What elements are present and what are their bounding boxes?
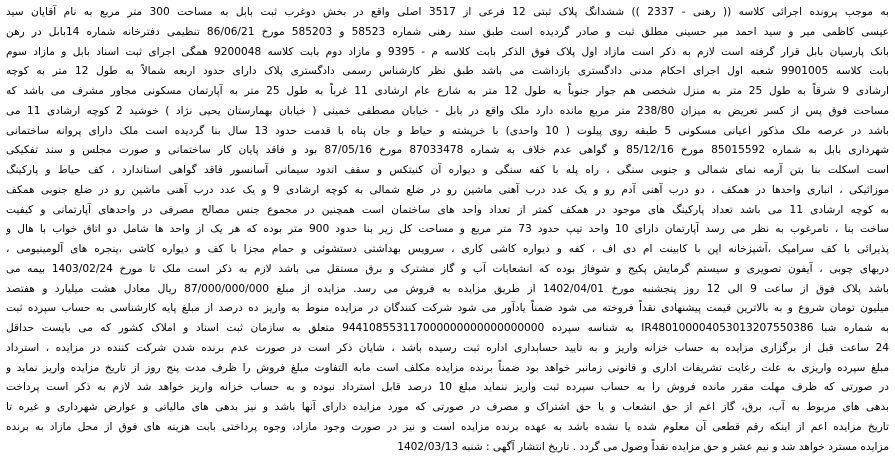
notice-line: میلیون تومان شروع و به بالاترین قیمت پیشنهادی نقداً فروخته می شود ضمناً یادآور می شود شرکت کنندگان در مزایده منوط به واریز ده درصد از مبلغ پایه کارشناسی به حساب سپرده ثبت [6, 302, 889, 315]
notice-line: بدهی های مربوط به آب، برق، گاز اعم از حق انشعاب و یا حق اشتراک و مصرف در صورتی که مورد مزایده دارای آنها باشد و نیز بدهی های مالیاتی و عوارض شهرداری و غیره تا [6, 401, 889, 413]
notice-line: عیسی کاظمی میر و سید احمد میر حسینی مطلق ثبت و صادر گردیده است طبق سند رهنی شماره 58523 و 585203 مورخ 86/06/21 تنظیمی دفترخانه شماره 14بابل در رهن [6, 25, 889, 38]
notice-line: بابت کلاسه 9901005 شعبه اول اجرای احکام مدنی دادگستری بازداشت می باشد طبق نظر کارشناس رسمی دادگستری پلاک دارای حدود اربعه شمالاً به طول 12 متر به کوچه [6, 65, 889, 78]
notice-line: باشد پلاک فوق از ساعت 9 الی 12 روز پنجشنبه مورخ 1402/04/01 از طریق مزایده به فروش می رسد. مزایده از مبلغ 87/000/000/000 ریال معادل هشت میلیارد و هفتصد [6, 282, 889, 295]
notice-line: مبلغ سپرده واریزی به علت رعایت تشریفات اداری و قانونی زمانبر خواهد بود ضمناً برنده مزایده مکلف است مابه التفاوت مبلغ فروش را ظرف مدت پنج روز از تاریخ مزایده واریز نماید و [6, 361, 889, 374]
notice-line: بانک پارسیان بابل قرار گرفته است لازم به ذکر است مازاد اول پلاک فوق الذکر بابت کلاسه م - 9395 و مازاد دوم بابت کلاسه 9200048 همگی اجرای ثبت اسناد بابل و مازاد سوم [6, 45, 889, 58]
publication-date-line: مزایده مسترد خواهد شد و نیم عشر و حق مزایده نقداً وصول می گردد . تاریخ انتشار آگهی : شنبه 1402/03/13 [397, 440, 889, 453]
notice-line: پذیرائی با کف سرامیک ،آشپزخانه اپن با کابینت ام دی اف ، کفه و دیواره کاشی کاری ، سرویس بهداشتی دستشوئی و حمام مجزا با کف و دیواره کاشی ،پنجره های آلومینیومی ، [6, 243, 889, 255]
notice-line: شهرداری بابل به شماره 85015592 مورخ 85/12/16 و گواهی عدم خلاف به شماره 87033478 مورخ 87/05/16 بود و فاقد پایان کار ساختمانی و صورت مجلس و سند تفکیکی [6, 144, 889, 157]
notice-line: است اسکلت بنا بتن آرمه نمای شمالی و جنوبی سنگی ، راه پله با کفه سنگی و دیواره آن کنیتکس و سقف اندود سیمانی آسانسور فاقد گواهی استاندارد ، کف حیاط و پارکینگ [6, 164, 889, 176]
notice-line: ساخت بنا ، نامرغوب به نظر می رسد آپارتمان دارای 10 واحد تیپ حدود 73 متر مربع و مساحت کل زیر بنا حدود 900 متر بوده که هر یک از واحد ها شامل دو اتاق خواب با هال و [6, 223, 889, 236]
notice-line: باشد در عرصه ملک مذکور اعیانی مسکونی 5 طبقه روی پیلوت ( 10 واحدی) با خرپشته و حیاط و جان پناه با قدمت حدود 13 سال بنا گردیده است ملک دارای پروانه ساختمانی [6, 124, 889, 137]
notice-line: به کوچه ارشادی 11 می باشد تعداد پارکینگ های موجود در همکف کمتر از تعداد واحد های ساختمان است همچنین در مجموع جنس مصالح مصرفی در واحدهای آپارتمانی و کیفیت [6, 203, 889, 216]
notice-line: ارشادی 9 شرقاً به طول 25 متر به منزل شخصی هم جوار جنوباً به طول 12 متر به شارع عام ارشادی 11 غرباً به طول 25 متر به آپارتمان مسکونی مجاور مشرف می باشد که [6, 85, 889, 97]
notice-line: تاریخ مزایده اعم از اینکه رقم قطعی آن معلوم شده یا نشده باشد به عهده برنده مزایده است و نیز در صورت وجود مازاد، وجوه پرداختی بابت هزینه های فوق از محل مازاد به برنده [6, 420, 889, 433]
notice-line: دربهای چوبی ، آیفون تصویری و سیستم گرمایش پکیج و شوفاژ بوده که انشعابات آب و گاز مشترک و برق مستقل می باشد لازم به ذکر است ملک تا مورخ 1403/02/24 بیمه می [6, 262, 889, 275]
notice-line: در صورتی که ظرف مهلت مقرر مانده فروش را به حساب سپرده ثبت واریز ننماید مبلغ 10 درصد قابل استرداد نبوده و به حساب خزانه واریز خواهد شد لازم به ذکر است پرداخت [6, 381, 889, 394]
notice-line: مساحت فوق پس از کسر تعریض به میزان 238/80 متر مربع مانده دارد ملک واقع در بابل - خیابان مصطفی خمینی ( خیابان بهمارستان یحیی نژاد ) خوشید 2 کوچه ارشادی 11 می [6, 104, 889, 117]
notice-line: به موجب پرونده اجرائی کلاسه (( رهنی - 2337 )) ششدانگ پلاک ثبتی 12 فرعی از 3517 اصلی واقع در بخش دوغرب ثبت بابل به مساحت 300 متر مربع به نام آقایان سید [6, 6, 889, 18]
notice-line: موزائیکی ، انباری واحدها در همکف ، دو درب آهنی آدم رو و یک عدد درب آهنی ماشین رو در ضلع شمالی به کوچه ارشادی 9 و یک عدد درب آهنی ماشین رو در ضلع جنوبی همکف [6, 183, 889, 196]
notice-line: 24 ساعت قبل از برگزاری مزایده به حساب خزانه واریز و به تایید حسابداری اداره ثبت رسیده باشد ، شایان ذکر است در صورت عدم برنده شدن شرکت کننده در مزایده ، استرداد [6, 341, 889, 354]
notice-line: به شماره شبا IR480100004053013207550386 به شناسه سپرده 944108553117000000000000000000 متعلق به سازمان ثبت اسناد و املاک کشور که می بایست حداقل [6, 322, 889, 334]
